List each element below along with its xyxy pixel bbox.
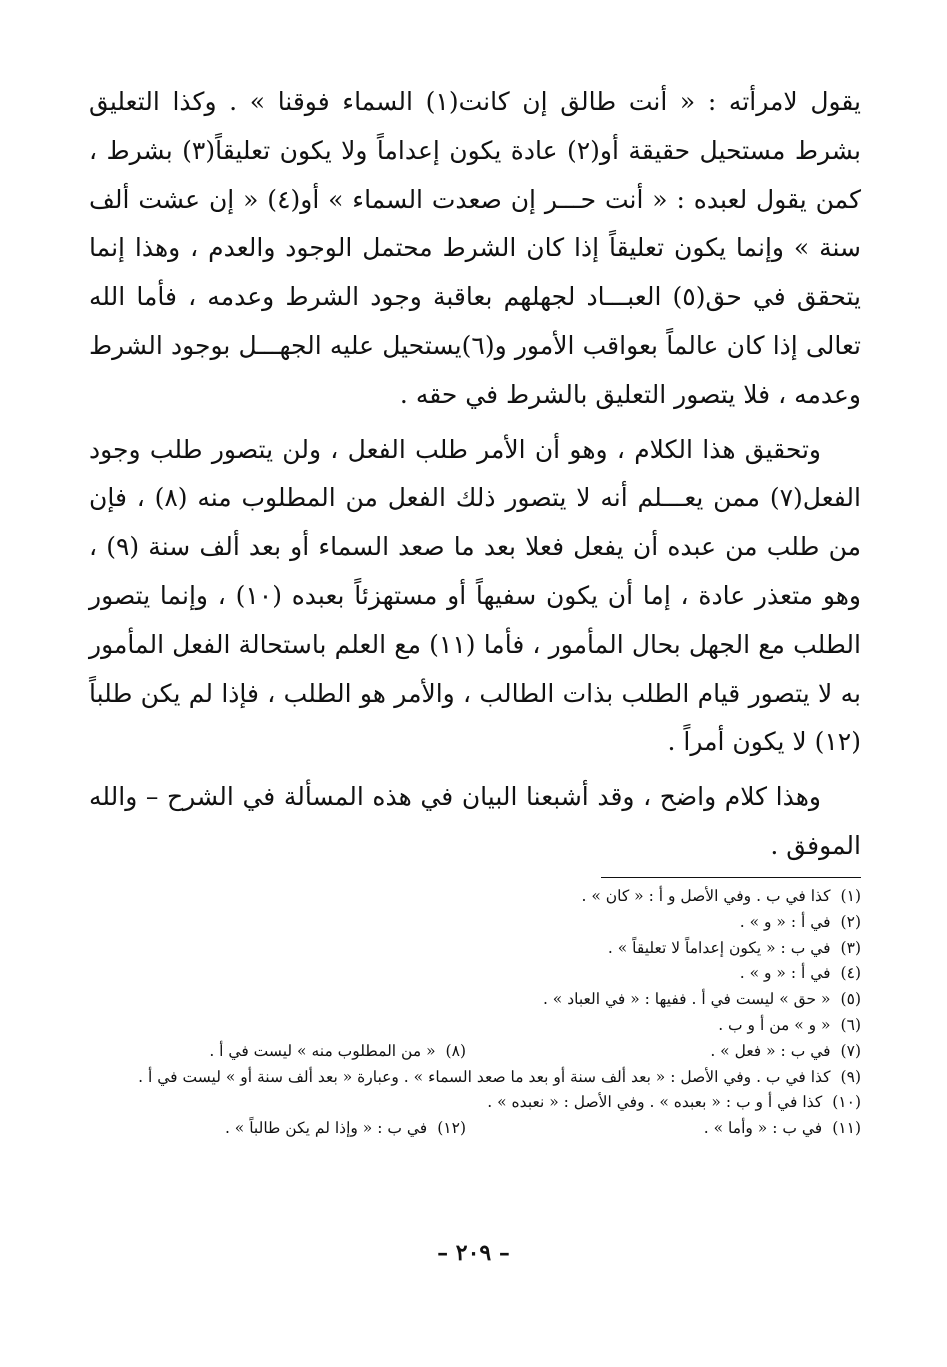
footnote-1 [582, 884, 862, 910]
footnote-number: (٢) [840, 912, 861, 931]
footnote-8 [209, 1039, 466, 1065]
main-text [89, 78, 861, 871]
footnotes [71, 884, 861, 1142]
footnote-row [71, 1065, 861, 1091]
footnote-text: « حق » ليست في أ . ففيها : « في العباد » . [542, 990, 831, 1009]
footnote-5 [543, 987, 861, 1013]
footnote-text: « و » من أ و ب . [718, 1015, 831, 1034]
footnote-number: (٨) [445, 1041, 466, 1060]
footnote-row [71, 884, 861, 910]
footnote-number: (١٢) [437, 1119, 466, 1138]
footnote-number: (٣) [840, 938, 861, 957]
footnote-11 [466, 1116, 861, 1142]
footnote-number: (٦) [840, 1015, 861, 1034]
footnote-2 [740, 910, 861, 936]
footnote-number: (٤) [840, 964, 861, 983]
footnote-text: في ب : « وإذا لم يكن طالباً » . [224, 1119, 428, 1138]
paragraph-1: يقول لامرأته : « أنت طالق إن كانت(١) السماء فوقنا » . وكذا التعليق بشرط مستحيل حقيقة أو(٢) عادة يكون إعداماً ولا يكون تعليقاً(٣) بشرط ، كمن يقول لعبده : « أنت حـــر إن صعدت السماء » أو(٤) « إن عشت ألف سنة » وإنما يكون تعليقاً إذا كان الشرط محتمل الوجود والعدم ، وهذا إنما يتحقق في حق(٥) العبـــاد لجهلهم بعاقبة وجود الشرط وعدمه ، فأما الله تعالى إذا كان عالماً بعواقب الأمور و(٦)يستحيل عليه الجهـــل بوجود الشرط وعدمه ، فلا يتصور التعليق بالشرط في حقه . [89, 87, 862, 409]
paragraph-3: وهذا كلام واضح ، وقد أشبعنا البيان في هذه المسألة في الشرح – والله الموفق . [89, 782, 861, 860]
footnote-number: (١١) [832, 1119, 861, 1138]
footnote-text: في أ : « و » . [739, 964, 831, 983]
footnote-row [71, 936, 861, 962]
footnote-10 [487, 1090, 861, 1116]
footnote-text: « من المطلوب منه » ليست في أ . [209, 1041, 436, 1060]
footnote-4 [740, 961, 861, 987]
footnote-number: (٧) [840, 1041, 861, 1060]
footnote-row [71, 910, 861, 936]
footnote-row [71, 1090, 861, 1116]
footnote-row [71, 987, 861, 1013]
footnote-text: في ب : « وأما » . [703, 1119, 823, 1138]
page-number: – ٢٠٩ – [437, 1240, 510, 1266]
footnote-text: كذا في ب . وفي الأصل و أ : « كان » . [581, 887, 831, 905]
footnote-row [71, 1116, 861, 1142]
footnote-text: كذا في ب . وفي الأصل : « بعد ألف سنة أو بعد ما صعد السماء » . وعبارة « بعد ألف سنة أو » ليست في أ . [138, 1067, 831, 1086]
footnote-row [71, 1013, 861, 1039]
paragraph-2: وتحقيق هذا الكلام ، وهو أن الأمر طلب الفعل ، ولن يتصور طلب وجود الفعل(٧) ممن يعـــلم أنه لا يتصور ذلك الفعل من المطلوب منه (٨) ، فإن من طلب من عبده أن يفعل فعلا بعد ما صعد السماء أو بعد ألف سنة (٩) ، وهو متعذر عادة ، إما أن يكون سفيهاً أو مستهزئاً بعبده (١٠) ، وإنما يتصور الطلب مع الجهل بحال المأمور ، فأما (١١) مع العلم باستحالة الفعل المأمور به لا يتصور قيام الطلب بذات الطالب ، والأمر هو الطلب ، فإذا لم يكن طلباً (١٢) لا يكون أمراً . [89, 434, 861, 757]
footnote-3 [608, 936, 861, 962]
footnote-row [71, 961, 861, 987]
footnote-row [71, 1039, 861, 1065]
footnote-6 [718, 1013, 861, 1039]
footnote-text: في أ : « و » . [739, 912, 831, 931]
footnote-text: في ب : « يكون إعداماً لا تعليقاً » . [607, 938, 831, 957]
footnote-12 [225, 1116, 466, 1142]
footnote-number: (٩) [840, 1067, 861, 1086]
footnote-number: (١٠) [832, 1093, 861, 1112]
footnote-number: (٥) [840, 990, 861, 1009]
footnote-separator [601, 877, 861, 878]
footnote-number: (١) [840, 887, 861, 905]
footnote-9 [138, 1065, 861, 1091]
footnote-text: في ب : « فعل » . [710, 1041, 831, 1060]
footnote-7 [466, 1039, 861, 1065]
footnote-text: كذا في أ و ب : « بعبده » . وفي الأصل : « نعبده » . [487, 1093, 823, 1112]
